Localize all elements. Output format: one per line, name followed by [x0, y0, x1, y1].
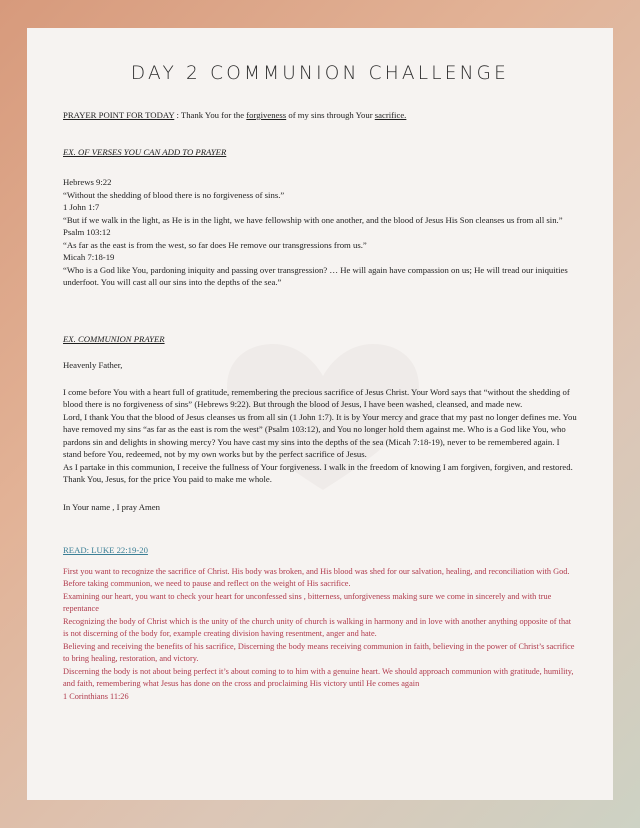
prayer-greeting: Heavenly Father, [63, 360, 123, 370]
verse-ref: Micah 7:18-19 [63, 252, 115, 262]
communion-prayer-heading: EX. COMMUNION PRAYER [63, 333, 165, 344]
page-title: DAY 2 COMMUNION CHALLENGE [130, 63, 510, 84]
reflection-paragraph: Discerning the body is not about being perfect it’s about coming to to him with a genuine heart. We should approach communion with gratitude, humility, and faith, remembering what Jesus has done on the cross and proclaiming His victory until He comes again [63, 666, 574, 688]
prayer-closing: In Your name , I pray Amen [63, 501, 160, 512]
verse-ref: Hebrews 9:22 [63, 177, 112, 187]
verses-heading: EX. OF VERSES YOU CAN ADD TO PRAYER [63, 146, 227, 157]
read-luke-link[interactable]: READ: LUKE 22:19-20 [63, 545, 148, 555]
prayer-point-word-sacrifice: sacrifice. [374, 110, 407, 120]
prayer-body [63, 386, 577, 486]
prayer-point-word-forgiveness: forgiveness [246, 110, 287, 120]
reflection-paragraph: Recognizing the body of Christ which is the unity of the church unity of church is walking in harmony and in love with another anything opposite of that is not discerning of the body for, example creating division having resentment, anger and hate. [63, 616, 572, 638]
prayer-point-label: PRAYER POINT FOR TODAY [63, 110, 175, 120]
prayer-paragraph: Lord, I thank You that the blood of Jesus cleanses us from all sin (1 John 1:7). It is by Your mercy and grace that my past no longer defines me. You have removed my sins “as far as the east is rom the west” (Psalm 103:12), and You no longer hold them against me. Who is a God like You, who pardons sin and delights in showing mercy? You have cast my sins into the depths of the sea (Micah 7:18-19), never to be remembered again. I stand before You, redeemed, not by my own works but by the perfect sacrifice of Jesus. [63, 411, 577, 459]
verse-text: “Without the shedding of blood there is no forgiveness of sins.” [63, 189, 285, 200]
reflection-paragraph: First you want to recognize the sacrifice of Christ. His body was broken, and His blood was shed for our salvation, healing, and reconciliation with God. Before taking communion, we need to pause and reflect on the weight of His sacrifice. [63, 566, 570, 588]
verses-list [63, 176, 577, 289]
document-page [27, 28, 613, 800]
prayer-point-text-1: : Thank You for the [174, 110, 247, 120]
prayer-paragraph: As I partake in this communion, I receive the fullness of Your forgiveness. I walk in the freedom of knowing I am forgiven, forgiven, and restored. Thank You, Jesus, for the price You paid to make me whole. [63, 461, 573, 484]
verse-ref: 1 John 1:7 [63, 202, 100, 212]
verse-text: “Who is a God like You, pardoning iniquity and passing over transgression? … He will again have compassion on us; He will tread our iniquities underfoot. You will cast all our sins into the depths of the sea.” [63, 264, 568, 287]
verse-ref: Psalm 103:12 [63, 227, 111, 237]
reflection-reference: 1 Corinthians 11:26 [63, 691, 129, 701]
reflection-paragraph: Examining our heart, you want to check your heart for unconfessed sins , bitterness, unforgiveness making sure we come in sincerely and with true repentance [63, 591, 552, 613]
verse-text: “But if we walk in the light, as He is in the light, we have fellowship with one another, and the blood of Jesus His Son cleanses us from all sin.” [63, 214, 563, 225]
luke-reflection [63, 566, 577, 704]
verse-text: “As far as the east is from the west, so far does He remove our transgressions from us.” [63, 239, 367, 250]
prayer-paragraph: I come before You with a heart full of gratitude, remembering the precious sacrifice of Jesus Christ. Your Word says that “without the shedding of blood there is no forgiveness of sins” (Hebrews 9:22). But through the blood of Jesus, I have been washed, cleansed, and made new. [63, 386, 570, 409]
reflection-paragraph: Believing and receiving the benefits of his sacrifice, Discerning the body means receiving communion in faith, believing in the power of Christ’s sacrifice to bring healing, restoration, and victory. [63, 641, 575, 663]
prayer-point [63, 109, 577, 122]
prayer-point-text-2: of my sins through Your [286, 110, 375, 120]
